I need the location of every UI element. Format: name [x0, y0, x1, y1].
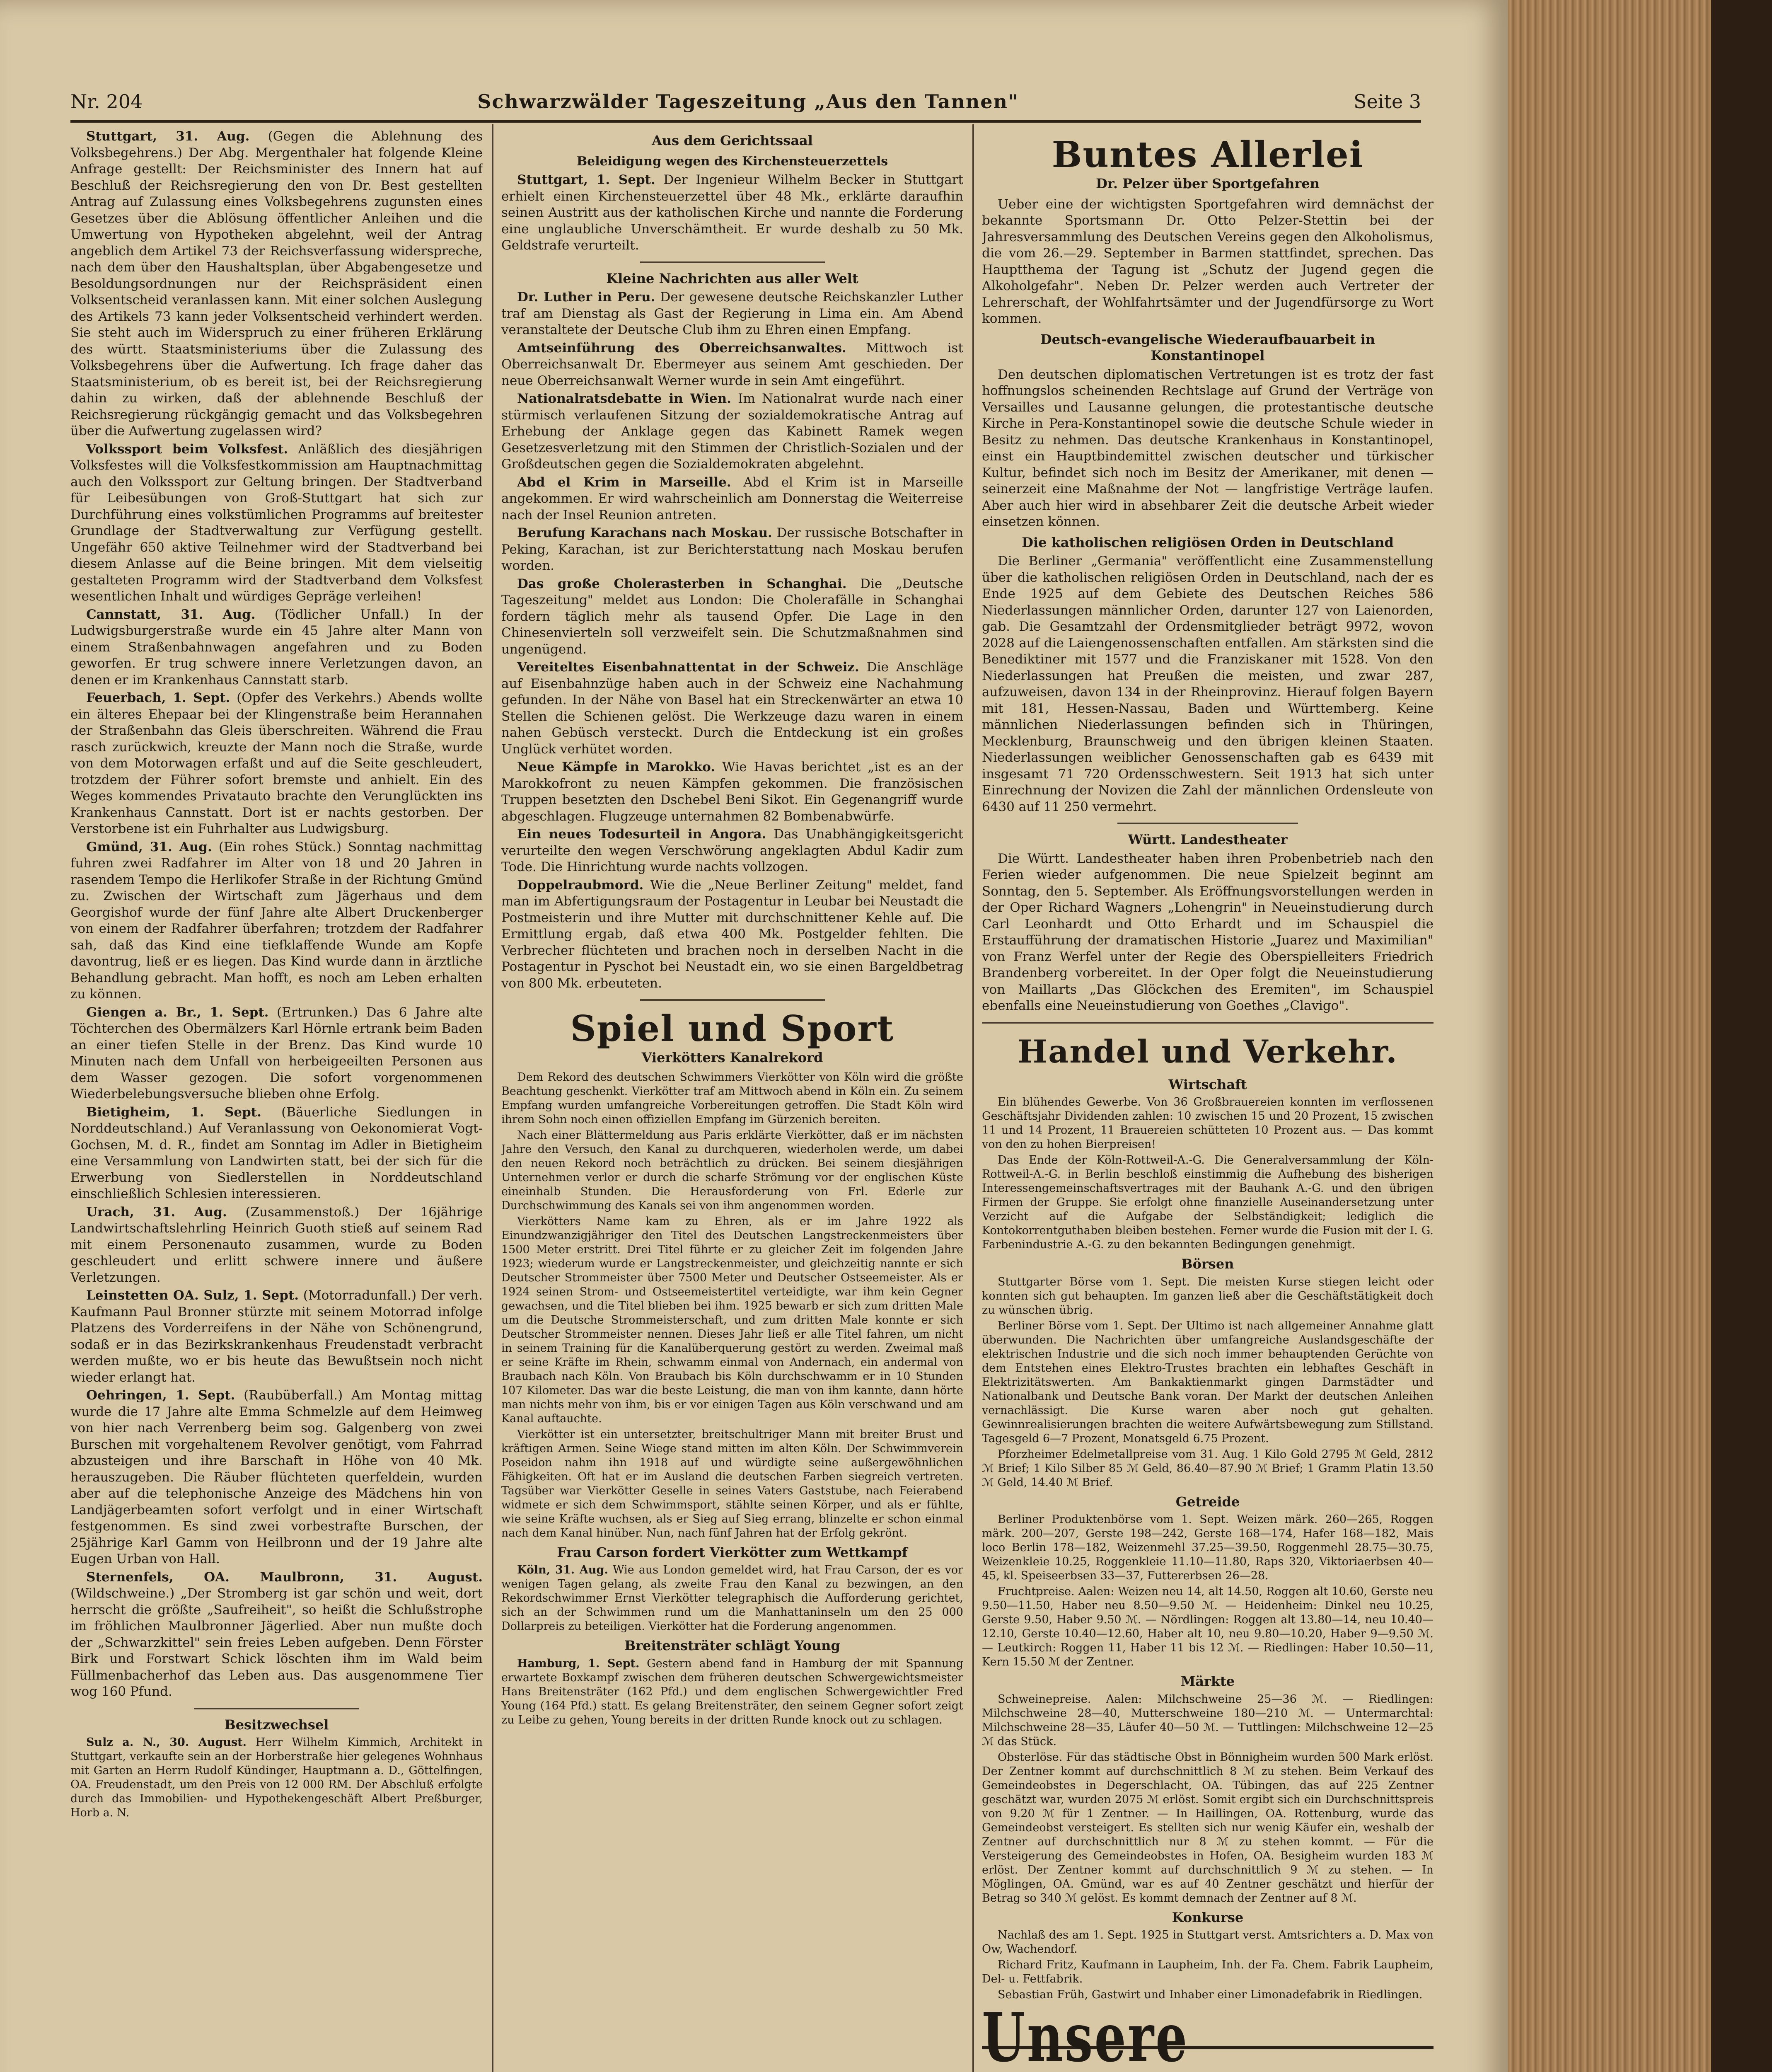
article-text: Wie die „Neue Berliner Zeitung" meldet, fand man im Abfertigungsraum der Postagentur in Leubar bei Neustadt die Postmeisterin und ihre Mutter mit durchschnittener Kehle auf. Die Ermittlung ergab, daß etwa 400 Mk. Postgelder fehlten. Die Verbrecher flüchteten und brachen noch in derselben Nacht in die Postagentur in Pyschot bei Neustadt ein, wo sie einen Bargeldbetrag von 800 Mk. erbeuteten.	[501, 877, 963, 991]
trade-economy	[982, 1095, 1434, 1252]
article: Ueber eine der wichtigsten Sportgefahren wird demnächst der bekannte Sportsmann Dr. Otto Pelzer-Stettin bei der Jahresversammlung des Deutschen Vereins gegen den Alkoholismus, die vom 26.—29. September in Barmen stattfindet, sprechen. Das Hauptthema der Tagung ist „Schutz der Jugend gegen die Alkoholgefahr". Neben Dr. Pelzer werden auch Vertreter der Lehrerschaft, der Wohlfahrtsämter und der Jugendfürsorge zu Wort kommen.	[982, 196, 1434, 326]
section-heading: Aus dem Gerichtssaal	[652, 133, 813, 148]
article: Schweinepreise. Aalen: Milchschweine 25—36 ℳ. — Riedlingen: Milchschweine 28—40, Mutterschweine 180—210 ℳ. — Untermarchtal: Milchschweine 28—35, Läufer 40—50 ℳ. — Tuttlingen: Milchschweine 12—25 ℳ das Stück.	[982, 1692, 1434, 1748]
trade-bankruptcies	[982, 1928, 1434, 2002]
section-heading: Börsen	[1181, 1256, 1234, 1272]
page-label: Seite 3	[1353, 90, 1421, 113]
article	[501, 877, 963, 992]
article-dateline: Ein neues Todesurteil in Angora.	[517, 827, 766, 842]
trade-stocks	[982, 1275, 1434, 1490]
trade-title: Handel und Verkehr.	[1018, 1033, 1398, 1070]
article: Die Württ. Landestheater haben ihren Probenbetrieb nach den Ferien wieder aufgenommen. Die neue Spielzeit beginnt am Sonntag, den 5. September. Als Eröffnungsvorstellungen werden in der Oper Richard Wagners „Lohengrin" in Neueinstudierung durch Carl Leonhardt und Otto Erhardt und im Schauspiel die Erstaufführung der dramatischen Historie „Juarez und Maximilian" von Franz Werfel unter der Regie des Oberspielleiters Friedrich Brandenberg vorbereitet. In der Oper folgt die Neueinstudierung von Maillarts „Das Glöckchen des Eremiten", im Schauspiel ebenfalls eine Neueinstudierung von Goethes „Clavigo".	[982, 851, 1434, 1013]
article: Pforzheimer Edelmetallpreise vom 31. Aug. 1 Kilo Gold 2795 ℳ Geld, 2812 ℳ Brief; 1 Kilo Silber 85 ℳ Geld, 86.40—87.90 ℳ Brief; 1 Gramm Platin 13.50 ℳ Geld, 14.40 ℳ Brief.	[982, 1447, 1434, 1489]
article: Den deutschen diplomatischen Vertretungen ist es trotz der fast hoffnungslos scheinenden Rechtslage auf Grund der Verträge von Versailles und Lausanne gelungen, die protestantische deutsche Kirche in Pera-Konstantinopel sowie die deutsche Schule wieder in Besitz zu nehmen. Das deutsche Krankenhaus in Konstantinopel, einst ein Hauptbindemittel zwischen deutscher und türkischer Kultur, befindet sich noch im Besitz der Amerikaner, mit denen — seinerzeit eine Maßnahme der Not — langfristige Verträge laufen. Aber auch hier wird in absehbarer Zeit die deutsche Arbeit wieder einsetzen können.	[982, 367, 1434, 529]
article: Vierkötter ist ein untersetzter, breitschultriger Mann mit breiter Brust und kräftigen Armen. Seine Wiege stand mitten im alten Köln. Der Schwimmverein Poseidon nahm ihn 1918 auf und würdigte seine außergewöhnlichen Fähigkeiten. Oft hat er im Ausland die deutschen Farben siegreich vertreten. Tagsüber war Vierkötter Geselle in seines Vaters Gaststube, nach Feierabend widmete er sich dem Schwimmsport, stählte seinen Körper, und als er fühlte, wie seine Kräfte wuchsen, als er Sieg auf Sieg errang, blinzelte er schon einmal nach dem Kanal hinüber. Nun, nach fünf Jahren hat der Erfolg gekrönt.	[501, 1428, 963, 1539]
divider	[194, 1708, 359, 1709]
article-text: (Ein rohes Stück.) Sonntag nachmittag fuhren zwei Radfahrer im Alter von 18 und 20 Jahren in rasendem Tempo die Herlikofer Straße in der Richtung Gmünd zu. Zwischen der Wirtschaft zum Jägerhaus und dem Georgishof wurde der fünf Jahre alte Albert Druckenberger von einem der Radfahrer überfahren; trotzdem der Radfahrer sah, daß das Kind eine tiefklaffende Wunde am Kopfe davontrug, ließ er es liegen. Das Kind wurde dann in ärztliche Behandlung gebracht. Man hofft, es noch am Leben erhalten zu können.	[70, 839, 483, 1002]
article	[501, 474, 963, 524]
article: Sebastian Früh, Gastwirt und Inhaber einer Limonadefabrik in Riedlingen.	[998, 1988, 1423, 2001]
article-text: Im Nationalrat wurde nach einer stürmisch verlaufenen Sitzung der sozialdemokratische Antrag auf Erhebung der Anklage gegen das Kabinett Ramek wegen Gesetzesverletzung mit den Stimmen der Christlich-Sozialen und der Großdeutschen gegen die Sozialdemokraten abgelehnt.	[501, 391, 963, 472]
article-text: (Opfer des Verkehrs.) Abends wollte ein älteres Ehepaar bei der Klingenstraße beim Herannahen der Straßenbahn das Gleis überschreiten. Während die Frau rasch zurückwich, kreuzte der Mann noch die Straße, wurde von dem Motorwagen erfaßt und auf die Seite geschleudert, trotzdem der Führer sofort bremste und anhielt. Ein des Weges kommendes Privatauto brachte den Verunglückten ins Krankenhaus Cannstatt. Dort ist er nachts gestorben. Der Verstorbene ist ein Fuhrhalter aus Ludwigsburg.	[70, 690, 483, 836]
article	[501, 759, 963, 825]
article-dateline: Giengen a. Br., 1. Sept.	[86, 1005, 269, 1020]
article-text: (Raubüberfall.) Am Montag mittag wurde die 17 Jahre alte Emma Schmelzle auf dem Heimweg von hier nach Verrenberg beim sog. Galgenberg von zwei Burschen mit vorgehaltenem Revolver genötigt, vom Fahrrad abzusteigen und ihre Barschaft in Höhe von 40 Mk. herauszugeben. Die Räuber flüchteten querfeldein, wurden aber auf die telephonische Anzeige des Mädchens hin von Landjägerbeamten sofort verfolgt und in einer Wirtschaft festgenommen. Es sind zwei vorbestrafte Burschen, der 25jährige Karl Gamm von Heilbronn und der 19 Jahre alte Eugen Urban von Hall.	[70, 1388, 483, 1566]
article-dateline: Dr. Luther in Peru.	[517, 290, 655, 305]
article: Stuttgarter Börse vom 1. Sept. Die meisten Kurse stiegen leicht oder konnten sich gut behaupten. Im ganzen ließ aber die Geschäftstätigkeit doch zu wünschen übrig.	[982, 1275, 1434, 1317]
article	[501, 289, 963, 339]
article-text: (Motorradunfall.) Der verh. Kaufmann Paul Bronner stürzte mit seinem Motorrad infolge Platzens des Vorderreifens in der Nähe von Schönengrund, sodaß er in das Bezirkskrankenhaus Freudenstadt verbracht werden mußte, wo er bis heute das Bewußtsein noch nicht wieder erlangt hat.	[70, 1288, 483, 1385]
article: Die Berliner „Germania" veröffentlicht eine Zusammenstellung über die katholischen religiösen Orden in Deutschland, nach der es Ende 1925 auf dem Gebiete des Deutschen Reiches 586 Niederlassungen männlicher Orden, darunter 127 von Laienorden, gab. Die Gesamtzahl der Ordensmitglieder beträgt 9972, wovon 2028 auf die Laiengenossenschaften entfallen. Am stärksten sind die Benediktiner mit 1577 und die Franziskaner mit 1528. Von den Niederlassungen hat Preußen die meisten, und zwar 287, aufzuweisen, davon 134 in der Rheinprovinz. Hierauf folgen Bayern mit 181, Hessen-Nassau, Baden und Württemberg. Keine männlichen Niederlassungen befinden sich in Thüringen, Mecklenburg, Braunschweig und den übrigen kleinen Staaten. Niederlassungen weiblicher Genossenschaften gab es 6439 mit insgesamt 71 720 Ordensschwestern. Seit 1913 hat sich unter Einrechnung der Novizen die Zahl der männlichen Ordensleute von 6430 auf 11 250 vermehrt.	[982, 554, 1434, 814]
article-headline: Beleidigung wegen des Kirchensteuerzettels	[576, 154, 888, 169]
article-dateline: Stuttgart, 31. Aug.	[86, 129, 250, 144]
article: Stuttgart, 1. Sept. Der Ingenieur Wilhelm Becker in Stuttgart erhielt einen Kirchensteuerzettel über 48 Mk., erklärte daraufhin seinen Austritt aus der katholischen Kirche und nannte die Forderung eine unglaubliche Unverschämtheit. Er wurde deshalb zu 50 Mk. Geldstrafe verurteilt.	[501, 172, 963, 253]
section-heading: Märkte	[1180, 1673, 1235, 1689]
article	[70, 1204, 483, 1286]
divider	[1117, 823, 1298, 824]
article	[70, 1569, 483, 1700]
article	[70, 1387, 483, 1568]
article-headline: Deutsch-evangelische Wiederaufbauarbeit in Konstantinopel	[1040, 331, 1375, 363]
article-dateline: Das große Cholerasterben in Schanghai.	[517, 576, 847, 591]
article	[70, 441, 483, 605]
article: Köln, 31. Aug. Wie aus London gemeldet wird, hat Frau Carson, der es vor wenigen Tagen gelang, als zweite Frau den Kanal zu bezwingen, an den Rekordschwimmer Ernst Vierkötter telegraphisch die Aufforderung gerichtet, sich an der Schwimmen rund um die Manhattaninseln um den 25 000 Dollarpreis zu beteiligen. Vierkötter hat die Forderung angenommen.	[501, 1564, 963, 1633]
article	[70, 607, 483, 689]
article-dateline: Nationalratsdebatte in Wien.	[517, 391, 731, 406]
article	[501, 826, 963, 876]
article-dateline: Leinstetten OA. Sulz, 1. Sept.	[86, 1288, 299, 1303]
local-news	[70, 128, 483, 1700]
article-dateline: Gmünd, 31. Aug.	[86, 839, 212, 854]
article	[70, 1104, 483, 1203]
page-number: Nr. 204	[70, 90, 143, 113]
article-dateline: Berufung Karachans nach Moskau.	[517, 525, 772, 540]
article-dateline: Neue Kämpfe in Marokko.	[517, 760, 716, 775]
column-left	[70, 128, 483, 2072]
article-text: Das Unabhängigkeitsgericht verurteilte den wegen Verschwörung angeklagten Abdul Kadir zum Tode. Die Hinrichtung wurde nachts vollzogen.	[501, 827, 963, 874]
divider	[982, 1022, 1434, 1024]
column-middle	[501, 128, 963, 2072]
miscellany-title: Buntes Allerlei	[1052, 134, 1364, 176]
article	[70, 839, 483, 1003]
article-text: (Ertrunken.) Das 6 Jahre alte Töchterchen des Obermälzers Karl Hörnle ertrank beim Baden an einer tiefen Stelle in der Brenz. Das Kind wurde 10 Minuten nach dem Unfall von herbeigeeilten Personen aus dem Wasser gezogen. Die sofort vorgenommenen Wiederbelebungsversuche blieben ohne Erfolg.	[70, 1005, 483, 1101]
article: Berliner Produktenbörse vom 1. Sept. Weizen märk. 260—265, Roggen märk. 200—207, Gerste 198—242, Gerste 168—174, Hafer 168—182, Mais loco Berlin 178—182, Weizenmehl 37.25—39.50, Roggenmehl 28.75—30.75, Weizenkleie 10.25, Roggenkleie 11.10—11.80, Raps 320, Viktoriaerbsen 40—45, kl. Speiseerbsen 33—37, Futtererbsen 26—28.	[982, 1513, 1434, 1582]
article-headline: Frau Carson fordert Vierkötter zum Wettkampf	[557, 1544, 908, 1560]
article-dateline: Volkssport beim Volksfest.	[86, 441, 288, 457]
article	[501, 576, 963, 658]
article-dateline: Sternenfels, OA. Maulbronn, 31. August.	[86, 1569, 483, 1585]
article: Obsterlöse. Für das städtische Obst in Bönnigheim wurden 500 Mark erlöst. Der Zentner kommt auf durchschnittlich 8 ℳ zu stehen. Beim Verkauf des Gemeindeobstes in Degerschlacht, OA. Tübingen, das auf 225 Zentner geschätzt war, wurden 2075 ℳ erlöst. Somit ergibt sich ein Durchschnittspreis von 9.20 ℳ für 1 Zentner. — In Haillingen, OA. Rottenburg, wurde das Gemeindeobst versteigert. Es stellten sich nur wenig Käufer ein, weshalb der Zentner auf durchschnittlich nur 8 ℳ zu stehen kommt. — Für die Versteigerung des Gemeindeobstes in Hofen, OA. Besigheim wurden 183 ℳ erlöst. Der Zentner kommt auf durchschnittlich 9 ℳ zu stehen. — In Möglingen, OA. Gmünd, war es auf 40 Zentner geschätzt und hierfür der Betrag so 340 ℳ gelöst. Es kommt demnach der Zentner auf 8 ℳ.	[982, 1750, 1434, 1905]
article-text: (Tödlicher Unfall.) In der Ludwigsburgerstraße wurde ein 45 Jahre alter Mann von einem Straßenbahnwagen angefahren und zu Boden geworfen. Er trug schwere innere Verletzungen davon, an denen er im Krankenhaus Cannstatt starb.	[70, 607, 483, 687]
column-rule	[972, 124, 974, 2072]
subscribe-banner	[982, 2046, 1434, 2072]
article	[501, 391, 963, 473]
article-dateline: Doppelraubmord.	[517, 877, 644, 893]
article	[70, 128, 483, 440]
column-rule	[492, 124, 493, 2072]
article	[70, 1005, 483, 1103]
article: Nach einer Blättermeldung aus Paris erklärte Vierkötter, daß er im nächsten Jahre den Versuch, den Kanal zu durchqueren, wiederholen werde, um dabei den neuen Rekord noch beträchtlich zu drücken. Bei seinem diesjährigen Unternehmen verlor er durch die scharfe Strömung vor der englischen Küste eineinhalb Stunden. Die Herausforderung von Frl. Ederle zur Durchschwimmung des Kanals sei von ihm angenommen worden.	[501, 1128, 963, 1212]
article: Dem Rekord des deutschen Schwimmers Vierkötter von Köln wird die größte Beachtung geschenkt. Vierkötter traf am Mittwoch abend in Köln ein. Zu seinem Empfang wurden umfangreiche Vorbereitungen getroffen. Die Stadt Köln wird ihrem Sohn noch einen offiziellen Empfang im Gürzenich bereiten.	[501, 1070, 963, 1126]
article: Fruchtpreise. Aalen: Weizen neu 14, alt 14.50, Roggen alt 10.60, Gerste neu 9.50—11.50, Haber neu 8.50—9.50 ℳ. — Heidenheim: Dinkel neu 10.25, Gerste 9.50, Haber 9.50 ℳ. — Nördlingen: Roggen alt 13.80—14, neu 10.40—12.10, Gerste 10.40—12.60, Haber alt 10, neu 9.80—10.20, Haber 9—9.50 ℳ. — Leutkirch: Roggen 11, Haber 11 bis 12 ℳ. — Riedlingen: Haber 10.50—11, Kern 15.50 ℳ der Zentner.	[982, 1585, 1434, 1668]
divider	[640, 261, 825, 263]
article-dateline: Abd el Krim in Marseille.	[517, 474, 731, 490]
section-heading: Konkurse	[1172, 1909, 1244, 1925]
article: Ein blühendes Gewerbe. Von 36 Großbrauereien konnten im verflossenen Geschäftsjahr Dividenden zahlen: 10 zwischen 15 und 20 Prozent, 15 zwischen 11 und 14 Prozent, 11 Brauereien schütteten 10 Prozent aus. — Das kommt von den zu hohen Bierpreisen!	[982, 1096, 1434, 1151]
page-header	[70, 83, 1421, 123]
article-text: Abd el Krim ist in Marseille angekommen. Er wird wahrscheinlich am Donnerstag die Weiterreise nach der Insel Reunion antreten.	[501, 474, 963, 523]
column-right	[982, 128, 1434, 2072]
article: Berliner Börse vom 1. Sept. Der Ultimo ist nach allgemeiner Annahme glatt überwunden. Die Nachrichten über umfangreiche Auslandsgeschäfte der elektrischen Industrie und die sich noch immer behauptenden Gerüchte von dem Entstehen eines Elektro-Trustes brachten ein lebhaftes Geschäft in Elektrizitätswerten. Am Bankaktienmarkt gingen Darmstädter und Nationalbank und Deutsche Bank voran. Der Markt der deutschen Anleihen vernachlässigt. Die Kurse waren aber noch gut gehalten. Gewinnrealisierungen brachten die weitere Aufwärtsbewegung zum Stillstand. Tagesgeld 6—7 Prozent, Monatsgeld 6.75 Prozent.	[982, 1319, 1434, 1445]
section-heading: Besitzwechsel	[224, 1716, 329, 1733]
article-headline: Dr. Pelzer über Sportgefahren	[1096, 176, 1320, 191]
article-text: Die „Deutsche Tageszeitung" meldet aus London: Die Cholerafälle in Schanghai fordern täglich mehr als tausend Opfer. Die Lage in den Chinesenvierteln soll verzweifelt sein. Die Schutzmaßnahmen sind ungenügend.	[501, 576, 963, 657]
article-dateline: Vereiteltes Eisenbahnattentat in der Schweiz.	[517, 660, 859, 675]
article: Sulz a. N., 30. August. Herr Wilhelm Kimmich, Architekt in Stuttgart, verkaufte sein an der Horberstraße hier gelegenes Wohnhaus mit Garten an Herrn Rudolf Kündinger, Hauptmann a. D., Göttelfingen, OA. Freudenstadt, um den Preis von 12 000 RM. Der Abschluß erfolgte durch das Immobilien- und Hypothekengeschäft Albert Preßburger, Horb a. N.	[70, 1736, 483, 1819]
section-heading: Getreide	[1175, 1493, 1240, 1510]
trade-grain	[982, 1513, 1434, 1669]
article-dateline: Oehringen, 1. Sept.	[86, 1388, 235, 1403]
book-spine	[1711, 0, 1772, 2072]
article: Richard Fritz, Kaufmann in Laupheim, Inh. der Fa. Chem. Fabrik Laupheim, Del- u. Fettfabrik.	[982, 1958, 1434, 1985]
article-text: (Gegen die Ablehnung des Volksbegehrens.) Der Abg. Mergenthaler hat folgende Kleine Anfrage gestellt: Der Reichsminister des Innern hat auf Beschluß der Reichsregierung den von Dr. Best gestellten Antrag auf Zulassung eines Volksbegehrens zugunsten eines Gesetzes über die Ablösung öffentlicher Anleihen und die Umwertung von Hypotheken abgelehnt, weil der Antrag angeblich dem Artikel 73 der Reichsverfassung widerspreche, nach dem über den Haushaltsplan, über Abgabengesetze und Besoldungsordnungen nur der Reichspräsident einen Volksentscheid veranlassen kann. Mit einer solchen Auslegung des Artikels 73 kann jeder Volksentscheid verhindert werden. Sie steht auch im Widerspruch zu einer früheren Erklärung des württ. Staatsministeriums über die Zulassung des Volksbegehrens über die Aufwertung. Ich frage daher das Staatsministerium, ob es bereit ist, bei der Reichsregierung dahin zu wirken, daß der ablehnende Beschluß der Reichsregierung rückgängig gemacht und das Volksbegehren über die Aufwertung zugelassen wird?	[70, 129, 483, 438]
article-text: (Zusammenstoß.) Der 16jährige Landwirtschaftslehrling Heinrich Guoth stieß auf seinem Rad mit einem Personenauto zusammen, wurde zu Boden geschleudert und erlitt schwere innere und äußere Verletzungen.	[70, 1204, 483, 1285]
article-dateline: Feuerbach, 1. Sept.	[86, 690, 230, 705]
article-headline: Breitensträter schlägt Young	[624, 1638, 840, 1653]
article-headline: Die katholischen religiösen Orden in Deutschland	[1022, 534, 1394, 550]
article	[70, 690, 483, 838]
trade-markets	[982, 1692, 1434, 1905]
article-dateline: Cannstatt, 31. Aug.	[86, 607, 256, 622]
article: Nachlaß des am 1. Sept. 1925 in Stuttgart verst. Amtsrichters a. D. Max von Ow, Wachendorf.	[982, 1929, 1434, 1956]
article-text: (Wildschweine.) „Der Stromberg ist gar schön und weit, dort herrscht die größte „Saufreiheit", so heißt die Schlußstrophe im fröhlichen Maulbronner Jägerlied. Aber nun mußte doch der „Schwarzkittel" sein freies Leben aufgeben. Denn Förster Birk und Forstwart Schick löschten ihm im Wald beim Füllmenbacherhof das Leben aus. Das ausgenommene Tier wog 160 Pfund.	[70, 1586, 483, 1699]
article: Das Ende der Köln-Rottweil-A.-G. Die Generalversammlung der Köln-Rottweil-A.-G. in Berlin beschloß einstimmig die Aufhebung des bisherigen Interessengemeinschaftsvertrages mit der Bauhank A.-G. und den übrigen Firmen der Gruppe. Sie erfolgt ohne finanzielle Auseinandersetzung unter Verzicht auf die Aufgabe der Selbständigkeit; lediglich die Kontokorrentguthaben bleiben bestehen. Ferner wurde die Fusion mit der I. G. Farbenindustrie A.-G. zu den bekannten Bedingungen genehmigt.	[982, 1154, 1434, 1251]
article-headline: Württ. Landestheater	[1128, 832, 1288, 847]
article-text: Die Anschläge auf Eisenbahnzüge haben auch in der Schweiz eine Nachahmung gefunden. In der Nähe von Basel hat ein Streckenwärter an etwa 10 Stellen die Schienen gelöst. Die Werkzeuge dazu waren in einem nahen Gebüsch versteckt. Durch die Entdeckung ist ein großes Unglück verhütet worden.	[501, 660, 963, 757]
article-text: Wie Havas berichtet „ist es an der Marokkofront zu neuen Kämpfen gekommen. Die französischen Truppen besetzten den Dschebel Beni Sikot. Ein Gegenangriff wurde abgeschlagen. Flugzeuge unternahmen 82 Bombenabwürfe.	[501, 760, 963, 824]
article-text: Mittwoch ist Oberreichsanwalt Dr. Ebermeyer aus seinem Amt geschieden. Der neue Oberreichsanwalt Werner wurde in sein Amt eingeführt.	[501, 340, 963, 388]
article-dateline: Urach, 31. Aug.	[86, 1204, 227, 1220]
section-heading: Kleine Nachrichten aus aller Welt	[606, 270, 858, 286]
article	[501, 340, 963, 390]
article-text: Der russische Botschafter in Peking, Karachan, ist zur Berichterstattung nach Moskau berufen worden.	[501, 525, 963, 573]
sport-title: Spiel und Sport	[570, 1008, 894, 1050]
article: Vierkötters Name kam zu Ehren, als er im Jahre 1922 als Einundzwanzigjähriger den Titel des Deutschen Langstreckenmeisters über 1500 Meter erstritt. Drei Titel führte er zu gleicher Zeit im folgenden Jahre 1923; wiederum wurde er Langstreckenmeister, und gleichzeitig nannte er sich Deutscher Strommeister über 7500 Meter und Deutscher Ostseemeister. Als er 1924 seinen Strom- und Ostseemeistertitel verteidigte, war ihm kein Gegner gewachsen, und die Titel blieben bei ihm. 1925 bewarb er sich zum dritten Male um die Deutsche Strommeisterschaft, und zum dritten Male konnte er sich Deutscher Strommeister nennen. Dieses Jahr ließ er alle Titel fahren, um nicht in seinem Training für die Kanalüberquerung gestört zu werden. Zweimal maß er seine Kräfte im Rhein, schwamm einmal von Andernach, ein andermal von Braubach nach Köln. Von Braubach bis Köln durchschwamm er in 10 Stunden 107 Kilometer. Das war die beste Leistung, die man von ihm kannte, dann hörte man nichts mehr von ihm, bis er vor einigen Tagen aus Köln verschwand und am Kanal auftauchte.	[501, 1215, 963, 1425]
article	[501, 525, 963, 574]
divider	[640, 999, 825, 1001]
article-dateline: Amtseinführung des Oberreichsanwaltes.	[517, 340, 846, 356]
article-text: Anläßlich des diesjährigen Volksfestes will die Volksfestkommission am Hauptnachmittag auch den Volkssport zur Geltung bringen. Der Stadtverband für Leibesübungen von Groß-Stuttgart hat sich zur Durchführung eines volkstümlichen Programms auf breitester Grundlage der Stadtverwaltung zur Verfügung gestellt. Ungefähr 650 aktive Teilnehmer wird der Stadtverband bei diesem Anlasse auf die Beine bringen. Mit dem vielseitig gestalteten Programm wird der Stadtverband dem Volksfest wesentlichen Inhalt und würdiges Gepräge verleihen!	[70, 441, 483, 604]
sport-article	[501, 1070, 963, 1540]
article: Hamburg, 1. Sept. Gestern abend fand in Hamburg der mit Spannung erwartete Boxkampf zwischen dem früheren deutschen Schwergewichtsmeister Hans Breitensträter (162 Pfd.) und dem englischen Schwergewichtler Fred Young (164 Pfd.) statt. Es gelang Breitensträter, den seinem Gegner sofort zeigt zu Leibe zu gehen, Young bereits in der dritten Runde knock out zu schlagen.	[501, 1657, 963, 1726]
article-headline: Vierkötters Kanalrekord	[641, 1050, 823, 1065]
newspaper-name: Schwarzwälder Tageszeitung „Aus den Tannen"	[477, 90, 1019, 113]
article-dateline: Bietigheim, 1. Sept.	[86, 1104, 261, 1120]
article-text: (Bäuerliche Siedlungen in Norddeutschland.) Auf Veranlassung von Oekonomierat Vogt-Gochsen, M. d. R., findet am Sonntag im Adler in Bietigheim eine Versammlung von Landwirten statt, bei der sich für die Erwerbung von Siedlerstellen in Norddeutschland einschließlich Schlesien interessieren.	[70, 1104, 483, 1201]
section-heading: Wirtschaft	[1168, 1076, 1247, 1092]
world-news	[501, 289, 963, 992]
article	[70, 1288, 483, 1386]
article	[501, 659, 963, 758]
article-text: Der gewesene deutsche Reichskanzler Luther traf am Dienstag als Gast der Regierung in Lima ein. Am Abend veranstaltete der Deutsche Club ihm zu Ehren einen Empfang.	[501, 290, 963, 337]
